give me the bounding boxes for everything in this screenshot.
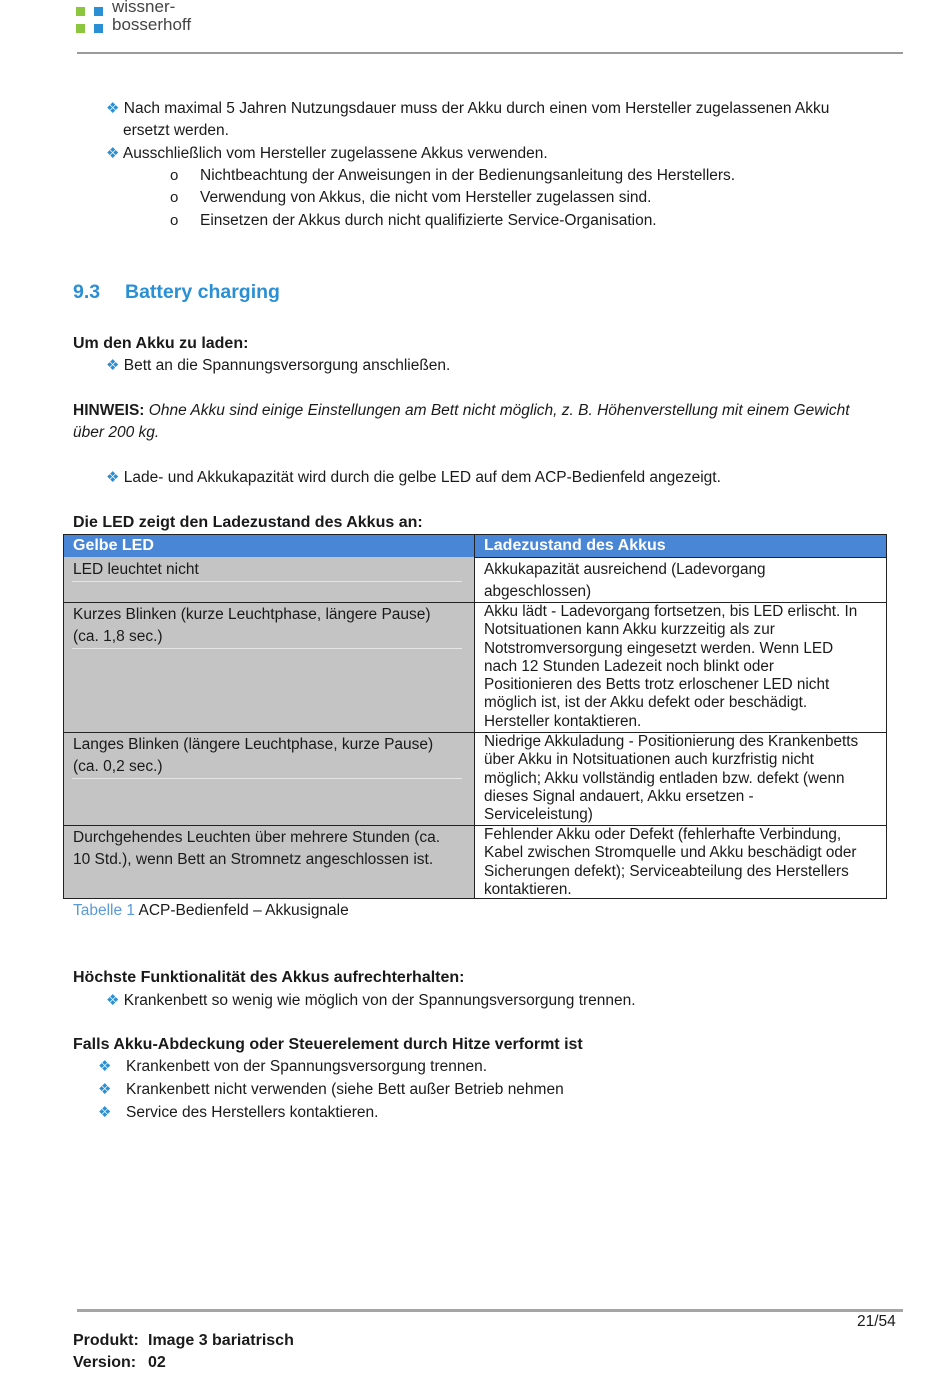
page-number: 21/54 [857,1313,896,1330]
row-divider [64,602,474,603]
sub-item: o Nichtbeachtung der Anweisungen in der Bedienungsanleitung des Herstellers. [170,165,735,187]
table-caption [73,900,349,922]
diamond-bullet-icon: ❖ [106,357,120,374]
section-title: Battery charging [125,281,280,303]
charge-heading: Um den Akku zu laden: [73,335,249,352]
sub-item: o Einsetzen der Akkus durch nicht qualifizierte Service-Organisation. [170,210,657,232]
caption-label: Tabelle 1 [73,902,136,919]
logo-square-green [76,24,85,33]
header-rule [77,52,903,54]
table-header-cell: Gelbe LED [73,537,154,554]
footer-version: Version: 02 [73,1354,166,1371]
circle-bullet-icon: o [170,167,179,184]
table-cell: Kurzes Blinken (kurze Leuchtphase, längere Pause) (ca. 1,8 sec.) [73,606,431,645]
table-column-divider [474,535,475,898]
footer-product: Produkt: Image 3 bariatrisch [73,1332,294,1349]
bullet-item: ❖ Lade- und Akkukapazität wird durch die gelbe LED auf dem ACP-Bedienfeld angezeigt. [106,469,721,486]
diamond-bullet-icon: ❖ [98,1081,112,1098]
diamond-bullet-icon: ❖ [98,1104,112,1121]
table-cell: Akku lädt - Ladevorgang fortsetzen, bis LED erlischt. In Notsituationen kann Akku kurzzeitig als zur Notstromversorgung eingesetzt werden. Wenn LED nach 12 Stunden Ladezeit noch blinkt oder Positionieren des Betts trotz erloschener LED nicht möglich ist, ist der Akku defekt oder beschädigt. Hersteller kontaktieren. [484,603,858,730]
note [73,400,850,422]
company-logo [76,2,236,38]
logo-text: wissner- bosserhoff [112,0,192,34]
note-label: HINWEIS: [73,402,145,419]
table-cell: Niedrige Akkuladung - Positionierung des Krankenbetts über Akku in Notsituationen auch kurzfristig nicht möglich; Akku vollständig entladen bzw. defekt (wenn dieses Signal andauert, Akku ersetzen - Serviceleistung) [484,733,859,824]
table-cell: Fehlender Akku oder Defekt (fehlerhafte Verbindung, Kabel zwischen Stromquelle und Akku beschädigt oder Sicherungen defekt); Serviceabteilung des Herstellers kontaktieren. [484,826,857,898]
led-status-table [63,534,887,899]
table-cell: Akkukapazität ausreichend (Ladevorgang abgeschlossen) [484,561,766,600]
note-text: Ohne Akku sind einige Einstellungen am Bett nicht möglich, z. B. Höhenverstellung mit einem Gewicht [148,402,850,419]
logo-square-green [76,7,85,16]
circle-bullet-icon: o [170,212,179,229]
bullet-item: ❖ Krankenbett nicht verwenden (siehe Bett außer Betrieb nehmen [98,1079,564,1101]
footer-rule [77,1309,903,1312]
diamond-bullet-icon: ❖ [106,992,120,1009]
row-underline [72,648,462,649]
bullet-item: ❖ Krankenbett so wenig wie möglich von der Spannungsversorgung trennen. [106,992,636,1009]
maintain-heading: Höchste Funktionalität des Akkus aufrechterhalten: [73,969,465,986]
logo-square-blue [94,7,103,16]
row-underline [72,778,462,779]
deformed-heading: Falls Akku-Abdeckung oder Steuerelement durch Hitze verformt ist [73,1036,583,1053]
bullet-item [106,98,829,120]
table-cell: LED leuchtet nicht [73,561,199,578]
diamond-bullet-icon: ❖ [106,469,120,486]
caption-text: ACP-Bedienfeld – Akkusignale [138,902,349,919]
bullet-text: Nach maximal 5 Jahren Nutzungsdauer muss der Akku durch einen vom Hersteller zugelassenen Akku [123,100,830,117]
bullet-text: Ausschließlich vom Hersteller zugelassene Akkus verwenden. [122,145,548,162]
note-text-continued: über 200 kg. [73,424,160,441]
bullet-item: ❖ Krankenbett von der Spannungsversorgung trennen. [98,1056,487,1078]
table-header-row [64,535,886,558]
sub-item: o Verwendung von Akkus, die nicht vom Hersteller zugelassen sind. [170,187,651,209]
logo-square-blue [94,24,103,33]
table-intro: Die LED zeigt den Ladezustand des Akkus an: [73,514,423,531]
diamond-bullet-icon: ❖ [106,100,120,117]
diamond-bullet-icon: ❖ [106,145,120,162]
table-header-cell: Ladezustand des Akkus [484,537,666,554]
bullet-text-continued: ersetzt werden. [123,122,229,139]
table-cell: Langes Blinken (längere Leuchtphase, kurze Pause) (ca. 0,2 sec.) [73,736,434,775]
row-divider [64,732,474,733]
row-divider [64,825,474,826]
section-heading [73,281,280,304]
bullet-item [106,143,548,165]
section-number: 9.3 [73,281,101,303]
row-underline [72,581,462,582]
table-cell: Durchgehendes Leuchten über mehrere Stunden (ca. 10 Std.), wenn Bett an Stromnetz angeschlossen ist. [73,829,441,868]
bullet-item: ❖ Bett an die Spannungsversorgung anschließen. [106,357,451,374]
circle-bullet-icon: o [170,189,179,206]
bullet-item: ❖ Service des Herstellers kontaktieren. [98,1102,378,1124]
diamond-bullet-icon: ❖ [98,1058,112,1075]
